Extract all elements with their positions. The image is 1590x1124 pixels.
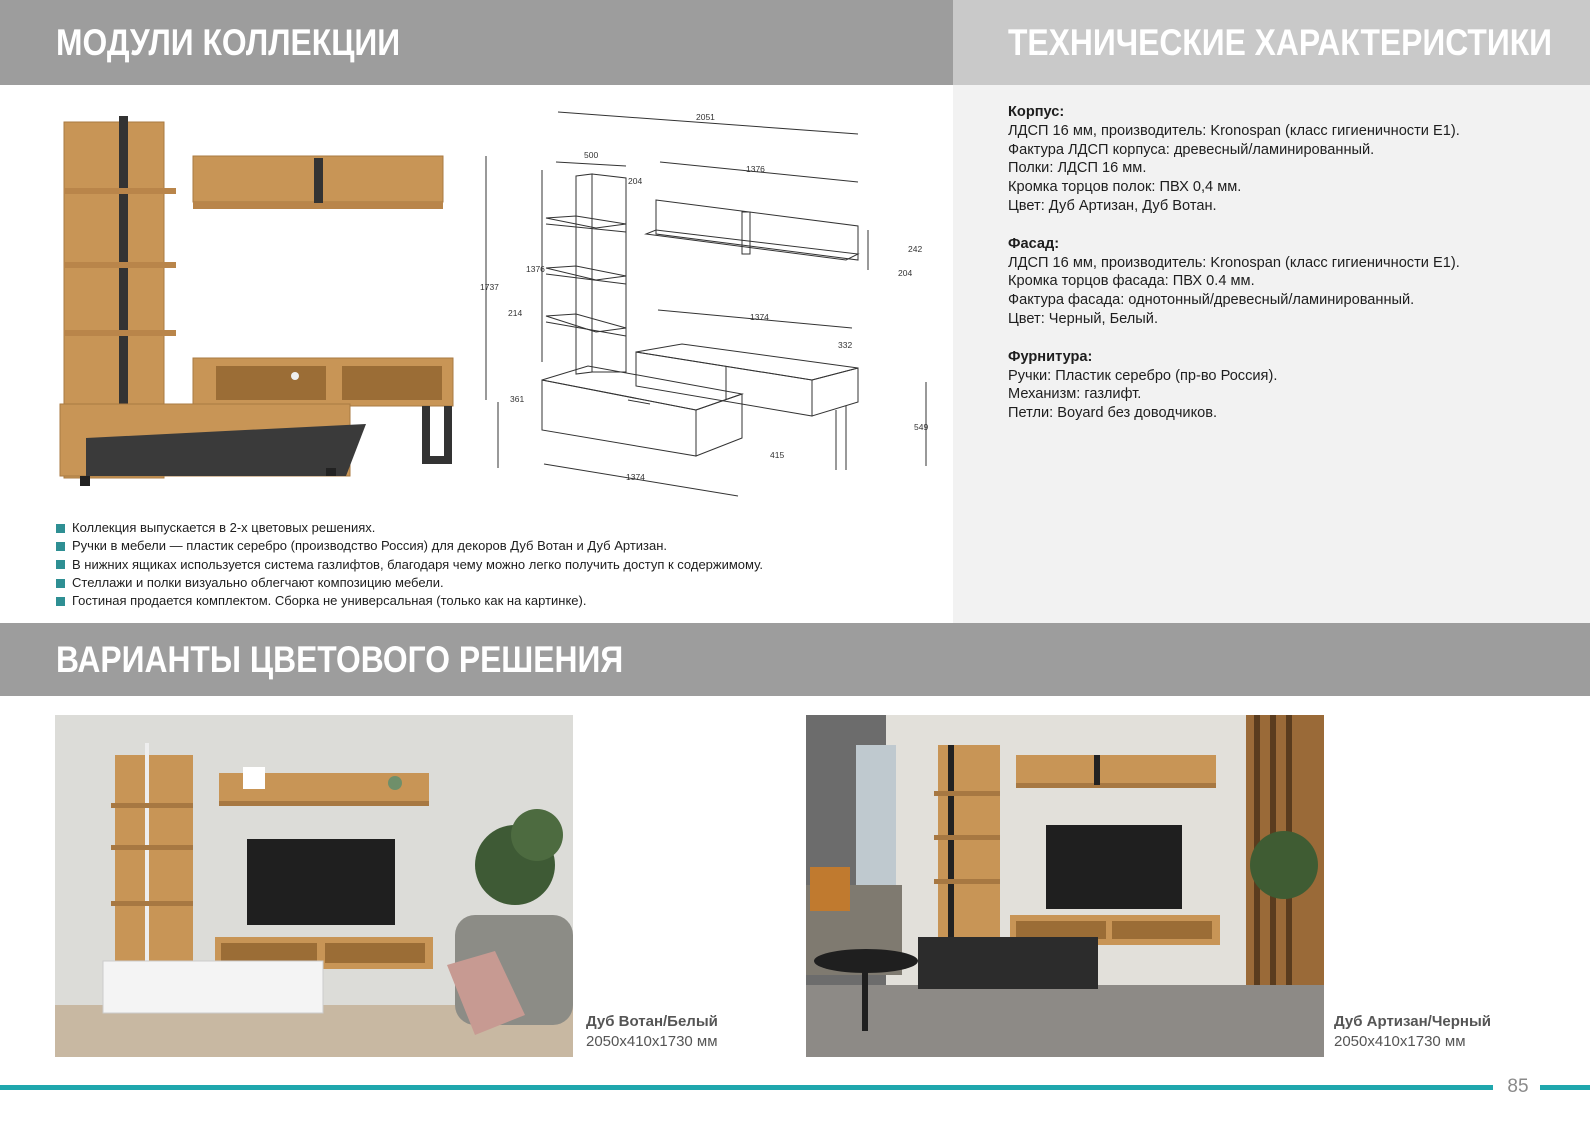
dim-shelf-width: 1376 — [746, 164, 765, 174]
dim-rack-shelf-depth: 214 — [508, 308, 523, 318]
spec-group-corpus — [1008, 103, 1568, 216]
product-photo — [56, 108, 466, 498]
technical-drawing — [480, 104, 948, 504]
header-modules-title: МОДУЛИ КОЛЛЕКЦИИ — [56, 21, 401, 63]
list-item: В нижних ящиках используется система газлифтов, благодаря чему можно легко получить доступ к содержимому. — [56, 556, 916, 574]
list-item: Коллекция выпускается в 2-х цветовых решениях. — [56, 519, 916, 537]
spec-line: Цвет: Дуб Артизан, Дуб Вотан. — [1008, 197, 1217, 214]
spec-line: Фактура ЛДСП корпуса: древесный/ламинированный. — [1008, 141, 1375, 158]
spec-title: Фурнитура: — [1008, 348, 1093, 365]
spec-title: Корпус: — [1008, 104, 1065, 120]
dim-shelf-height: 242 — [908, 244, 923, 254]
feature-list — [56, 519, 916, 610]
header-tech-title: ТЕХНИЧЕСКИЕ ХАРАКТЕРИСТИКИ — [1008, 21, 1553, 63]
spec-line: Цвет: Черный, Белый. — [1008, 310, 1158, 327]
header-tech — [953, 0, 1590, 85]
bullet-square-icon — [56, 579, 65, 588]
spec-line: Фактура фасада: однотонный/древесный/ламинированный. — [1008, 292, 1415, 309]
bullet-square-icon — [56, 597, 65, 606]
header-modules — [0, 0, 953, 85]
variant-size: 2050x410x1730 мм — [1334, 1033, 1466, 1050]
dim-total-width: 2051 — [696, 112, 715, 122]
spec-line: ЛДСП 16 мм, производитель: Kronospan (класс гигиеничности Е1). — [1008, 254, 1460, 271]
variant-name: Дуб Вотан/Белый — [586, 1013, 718, 1030]
list-item: Ручки в мебели — пластик серебро (производство Россия) для декоров Дуб Вотан и Дуб Артизан. — [56, 537, 916, 555]
dim-rack-width: 500 — [584, 150, 599, 160]
spec-line: ЛДСП 16 мм, производитель: Kronospan (класс гигиеничности Е1). — [1008, 122, 1460, 139]
bullet-square-icon — [56, 560, 65, 569]
variant-caption-votan — [586, 1012, 718, 1052]
bullet-square-icon — [56, 542, 65, 551]
spec-line: Механизм: газлифт. — [1008, 386, 1142, 403]
spec-line: Полки: ЛДСП 16 мм. — [1008, 160, 1147, 177]
dim-bottom-depth: 415 — [770, 450, 785, 460]
variant-size: 2050x410x1730 мм — [586, 1033, 718, 1050]
variant-caption-artisan — [1334, 1012, 1491, 1052]
tech-specs — [1008, 103, 1568, 442]
header-colors-title: ВАРИАНТЫ ЦВЕТОВОГО РЕШЕНИЯ — [56, 638, 624, 680]
dim-shelf-depth: 204 — [898, 268, 913, 278]
spec-line: Ручки: Пластик серебро (пр-во Россия). — [1008, 367, 1278, 384]
spec-line: Кромка торцов полок: ПВХ 0,4 мм. — [1008, 179, 1242, 196]
dim-tv-depth: 332 — [838, 340, 853, 350]
dim-cabinet-height: 361 — [510, 394, 525, 404]
header-colors — [0, 623, 1590, 696]
dim-bottom-width: 1374 — [626, 472, 645, 482]
room-photo-artisan-black — [806, 715, 1324, 1057]
spec-title: Фасад: — [1008, 235, 1060, 252]
variant-name: Дуб Артизан/Черный — [1334, 1013, 1491, 1030]
dim-rack-height: 1376 — [526, 264, 545, 274]
spec-group-hardware — [1008, 348, 1568, 423]
spec-line: Петли: Boyard без доводчиков. — [1008, 405, 1218, 422]
list-item: Стеллажи и полки визуально облегчают композицию мебели. — [56, 574, 916, 592]
list-item: Гостиная продается комплектом. Сборка не универсальная (только как на картинке). — [56, 592, 916, 610]
dim-tv-height: 549 — [914, 422, 929, 432]
dim-rack-depth: 204 — [628, 176, 643, 186]
bullet-square-icon — [56, 524, 65, 533]
page-number: 85 — [1507, 1076, 1529, 1097]
room-photo-votan-white — [55, 715, 573, 1057]
spec-line: Кромка торцов фасада: ПВХ 0.4 мм. — [1008, 273, 1255, 290]
footer-line — [1540, 1085, 1590, 1090]
dim-tv-width: 1374 — [750, 312, 769, 322]
spec-group-facade — [1008, 235, 1568, 329]
footer-line — [0, 1085, 1493, 1090]
dim-total-height: 1737 — [480, 282, 499, 292]
